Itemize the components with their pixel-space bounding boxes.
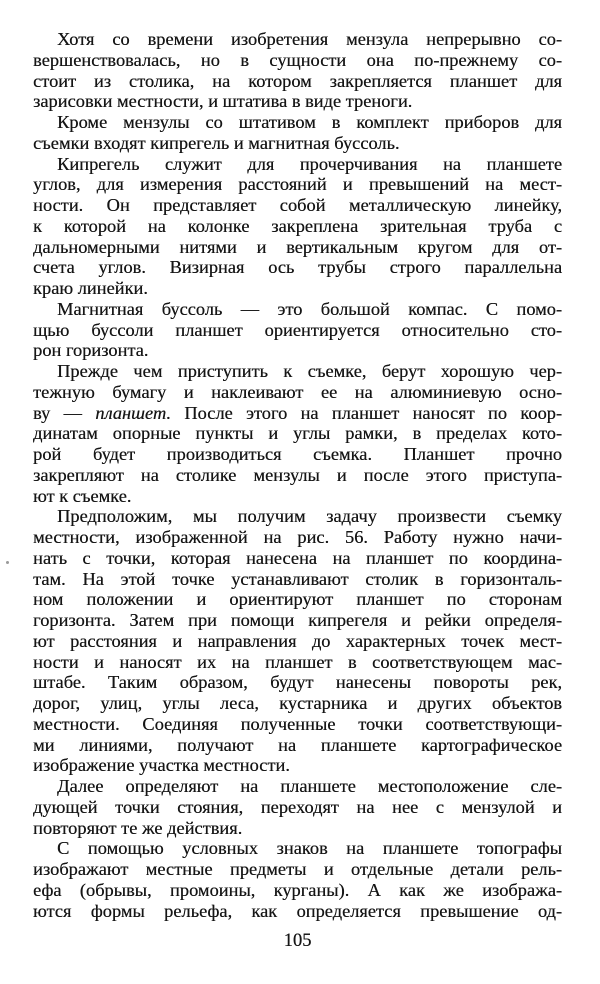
text-line: Прежде чем приступить к съемке, берут хорошую чер- <box>57 361 562 381</box>
text-line: ном положении и ориентируют планшет по сторонам <box>33 589 562 610</box>
paragraph <box>33 29 562 112</box>
text-line: Кроме мензулы со штативом в комплект приборов для <box>57 112 562 132</box>
text-line: ми линиями, получают на планшете картографическое <box>33 734 562 755</box>
text-line: динатам опорные пункты и углы рамки, в пределах кото- <box>33 423 562 444</box>
text-line: ются формы рельефа, как определяется превышение од- <box>33 900 562 921</box>
paragraph <box>33 361 562 506</box>
text-line: Хотя со времени изобретения мензула непрерывно со- <box>57 29 562 49</box>
text-line: там. На этой точке устанавливают столик в горизонталь- <box>33 568 562 589</box>
paragraph <box>33 299 562 361</box>
text-line: ефа (обрывы, промоины, курганы). А как же изобража- <box>33 879 562 900</box>
text-line: закрепляют на столике мензулы и после этого приступа- <box>33 464 562 485</box>
text-line: местности, изображенной на рис. 56. Работу нужно начи- <box>33 527 562 547</box>
scan-speckle <box>6 561 9 564</box>
italic-term: планшет. <box>95 402 171 423</box>
text-line: Магнитная буссоль — это большой компас. С помо- <box>57 298 562 319</box>
text-block <box>33 29 562 921</box>
text-line: Далее определяют на планшете местоположение сле- <box>57 776 562 796</box>
text-line: рон горизонта. <box>33 340 149 361</box>
text-line: повторяют те же действия. <box>33 817 243 838</box>
text-line: С помощью условных знаков на планшете топографы <box>57 838 562 859</box>
text-line: дальномерными нитями и вертикальным кругом для от- <box>33 236 562 257</box>
text-line: нать с точки, которая нанесена на планшет по координа- <box>33 547 562 568</box>
page-number: 105 <box>283 931 312 951</box>
text-line: дорог, улиц, углы леса, кустарника и других объектов <box>33 693 562 713</box>
paragraph <box>33 776 562 838</box>
paragraph <box>33 838 562 921</box>
text-line: стоит из столика, на котором закрепляется планшет для <box>33 70 562 91</box>
text-line: рой будет производиться съемка. Планшет прочно <box>33 444 562 464</box>
text-line: вершенствовалась, но в сущности она по-прежнему со- <box>33 49 562 70</box>
text-line: штабе. Таким образом, будут нанесены повороты рек, <box>33 672 562 693</box>
text-line: счета углов. Визирная ось трубы строго параллельна <box>33 257 562 278</box>
text-line: ют расстояния и направления до характерных точек мест- <box>33 630 562 651</box>
text-line: щью буссоли планшет ориентируется относительно сто- <box>33 319 562 340</box>
text-line: Кипрегель служит для прочерчивания на планшете <box>57 153 562 174</box>
paragraph <box>33 506 562 776</box>
text-line: горизонта. Затем при помощи кипрегеля и рейки определя- <box>33 610 562 630</box>
text-line: изображение участка местности. <box>33 755 290 776</box>
text-line: изображают местные предметы и отдельные детали рель- <box>33 859 562 879</box>
text-line: ют к съемке. <box>33 485 132 506</box>
text-line: зарисовки местности, и штатива в виде треноги. <box>33 91 413 112</box>
text-line: к которой на колонке закреплена зрительная труба с <box>33 215 562 236</box>
paragraph <box>33 112 562 154</box>
text-line: ности и наносят их на планшет в соответствующем мас- <box>33 651 562 672</box>
text-line: местности. Соединяя полученные точки соответствующи- <box>33 713 562 734</box>
text-line: краю линейки. <box>33 278 148 298</box>
text-line: ву — планшет. После этого на планшет наносят по коор- <box>33 402 562 423</box>
text-line: тежную бумагу и наклеивают ее на алюминиевую осно- <box>33 381 562 402</box>
text-line: съемки входят кипрегель и магнитная буссоль. <box>33 132 400 153</box>
paragraph <box>33 154 562 299</box>
text-line: дующей точки стояния, переходят на нее с мензулой и <box>33 796 562 817</box>
text-line: ности. Он представляет собой металлическую линейку, <box>33 195 562 215</box>
text-line: Предположим, мы получим задачу произвести съемку <box>57 506 562 527</box>
text-line: углов, для измерения расстояний и превышений на мест- <box>33 174 562 195</box>
